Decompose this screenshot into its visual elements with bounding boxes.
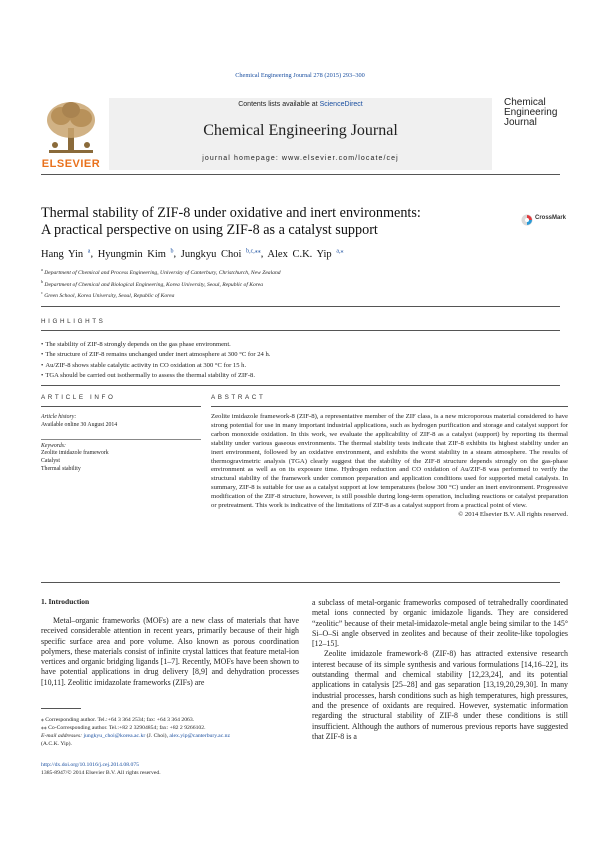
footnotes	[41, 716, 311, 748]
doi-block	[41, 762, 161, 777]
journal-name: Chemical Engineering Journal	[203, 122, 398, 139]
keyword: Catalyst	[41, 458, 60, 465]
author-1[interactable]: Hang Yin $^a$	[41, 248, 91, 260]
title-line-2: A practical perspective on using ZIF-8 as a catalyst support	[41, 222, 378, 238]
abstract-copyright: © 2014 Elsevier B.V. All rights reserved.	[458, 510, 568, 518]
abstract-text: Zeolite imidazole framework-8 (ZIF-8), a representative member of the ZIF class, is a new microporous material considered to have strong potential for use in many important industrial applications, such as hydrogen purification and storage and catalyst support for carbon monoxide oxidation. In this work, we evaluate the applicability of ZIF-8 as a catalyst (support) by reporting its thermal stability under various gaseous environments. The thermal stability tests indicate that ZIF-8 exhibits its highest stability under an inert environment, followed by an oxidative environment, and exhibits the worst stability in a steam atmosphere. The results of thermogravimetric analysis (TGA) clearly suggest that the stability of the ZIF-8 structure depends strongly on the gas-phase environment as well as on its exposure time. Hydrogen reduction and CO oxidation of Au/ZIF-8 was performed to verify the structural stability of the framework under common preparation and application conditions used for supported metal catalysts. In summary, ZIF-8 is suitable for use as a catalyst support at low temperatures (below 300 °C) under an inert environment. Progressive modification of the ZIF-8 structure, however, is still possible during long-term operation, including reactions or catalyst preparation or pretreatment. This work is indicative of the limitations of ZIF-8 as a catalyst support from a practical point of view.	[211, 413, 568, 510]
crossmark-button[interactable]	[521, 213, 567, 227]
affiliation-rule	[41, 306, 560, 307]
affiliation-a: $^a$ Department of Chemical and Process Engineering, University of Canterbury, Christchurch, New Zealand	[41, 267, 281, 276]
crossmark-icon	[521, 214, 533, 226]
highlights-list	[41, 340, 541, 382]
journal-homepage[interactable]: journal homepage: www.elsevier.com/locate/cej	[202, 155, 399, 162]
elsevier-tree-icon	[41, 98, 101, 156]
journal-cover[interactable]	[504, 98, 560, 170]
abstract-rule	[211, 406, 568, 407]
history-label: Article history:	[41, 414, 77, 420]
intro-paragraph: a subclass of metal-organic frameworks composed of tetrahedrally coordinated metal ions connected by organic imidazole ligands. They are considered “zeolitic” because of their metal-imidazole-metal angle being similar to the 145° Si–O–Si angle observed in zeolites and because of their zeolite-like topologies [12–15].	[312, 598, 568, 649]
crossmark-label: CrossMark	[535, 215, 567, 221]
abstract-body	[211, 413, 568, 520]
email-label: E-mail addresses:	[41, 733, 84, 740]
keyword: Zeolite imidazole framework	[41, 450, 109, 457]
intro-paragraph: Metal–organic frameworks (MOFs) are a new class of materials that have received considerable attention in recent years, primarily because of their high specific surface area and pore volume. Also known as porous coordination polymers, these materials consist of infinite crystal lattices that feature metal-ion vertices and organic bridging ligands [1–7]. Recently, MOFs have been shown to have potential applications in drug delivery [8,9] and dehydration processes [10,11]. Zeolitic imidazolate frameworks (ZIFs) are	[41, 616, 299, 687]
email-link-choi[interactable]: jungkyu_choi@korea.ac.kr	[83, 733, 146, 740]
left-column	[41, 616, 299, 688]
highlight-item: • The structure of ZIF-8 remains unchanged under inert atmosphere at 300 °C for 24 h.	[41, 350, 541, 360]
highlight-item: • Au/ZIF-8 shows stable catalytic activity in CO oxidation at 300 °C for 15 h.	[41, 361, 541, 371]
affiliations	[41, 266, 281, 301]
publisher-logo-text: ELSEVIER	[41, 158, 101, 170]
highlight-item: • The stability of ZIF-8 strongly depends on the gas phase environment.	[41, 340, 541, 350]
author-list: Hang Yin $^a$, Hyungmin Kim $^b$, Jungkyu Choi $^{b,c,⁎⁎}$, Alex C.K. Yip $^{a,⁎}$	[41, 248, 344, 260]
footnote-emails	[41, 732, 311, 748]
highlight-item: • TGA should be carried out isothermally to assess the thermal stability of ZIF-8.	[41, 371, 541, 381]
email-link-yip[interactable]: alex.yip@canterbury.ac.nz	[169, 733, 231, 740]
masthead	[109, 98, 492, 170]
keyword: Thermal stability	[41, 465, 81, 472]
sciencedirect-link[interactable]: ScienceDirect	[319, 101, 363, 108]
author-4[interactable]: Alex C.K. Yip $^{a,⁎}$	[267, 248, 344, 260]
info-top-rule	[41, 385, 560, 386]
abstract-bottom-rule	[41, 582, 560, 583]
introduction-heading: 1. Introduction	[41, 597, 90, 606]
history-value: Available online 30 August 2014	[41, 421, 118, 428]
journal-header	[41, 98, 560, 170]
issn-line: 1385-8947/© 2014 Elsevier B.V. All rights reserved.	[41, 769, 161, 776]
affiliation-b: $^b$ Department of Chemical and Biological Engineering, Korea University, Seoul, Republic of Korea	[41, 278, 264, 288]
article-info-heading: ARTICLE INFO	[41, 394, 116, 401]
affiliation-c: $^c$ Green School, Korea University, Seoul, Republic of Korea	[41, 290, 175, 299]
cover-title-3: Journal	[504, 117, 537, 128]
keywords-label: Keywords:	[41, 442, 66, 449]
email-owner-yip: (A.C.K. Yip).	[41, 741, 72, 748]
footnote-rule	[41, 708, 81, 709]
header-rule	[41, 174, 560, 175]
info-divider	[41, 439, 201, 440]
abstract-heading: ABSTRACT	[211, 394, 266, 401]
author-2[interactable]: Hyungmin Kim $^b$	[97, 248, 174, 260]
footnote-corresponding-2: ⁎⁎ Co-Corresponding author. Tel.:+82 2 32904854; fax: +82 2 9266102.	[41, 725, 206, 732]
contents-line	[109, 101, 492, 108]
elsevier-logo[interactable]	[41, 98, 101, 170]
title-line-1: Thermal stability of ZIF-8 under oxidative and inert environments:	[41, 205, 421, 221]
article-title	[41, 205, 511, 239]
doi-link[interactable]: http://dx.doi.org/10.1016/j.cej.2014.08.075	[41, 762, 140, 768]
highlights-heading: HIGHLIGHTS	[41, 318, 106, 325]
info-rule	[41, 406, 201, 407]
contents-prefix: Contents lists available at	[238, 101, 320, 108]
cover-title-2: Engineering	[504, 107, 558, 118]
citation-line[interactable]: Chemical Engineering Journal 278 (2015) 293–300	[235, 72, 365, 79]
footnote-corresponding-1: ⁎ Corresponding author. Tel.:+64 3 364 2534; fax: +64 3 364 2063.	[41, 717, 195, 723]
cover-title-1: Chemical	[504, 97, 546, 108]
highlights-rule	[41, 330, 560, 331]
author-3[interactable]: Jungkyu Choi $^{b,c,⁎⁎}$	[180, 248, 261, 260]
intro-paragraph: Zeolite imidazole framework-8 (ZIF-8) has attracted extensive research interest because of its simple synthesis and various formulations [14,16–22], its outstanding thermal and chemical stability [12,23,24], and its potential applications in catalysis [25–28] and gas separation [13,19,20,29,30]. In many industrial processes, harsh conditions such as high temperatures, high pressures, and the presence of oxidants are required. However, systematic information regarding the structural stability of ZIF-8 under these conditions is still insufficient. Although the authors of numerous previous reports have suggested that ZIF-8 is a	[312, 649, 568, 741]
email-owner-choi: (J. Choi),	[145, 733, 170, 740]
article-info	[41, 414, 201, 474]
right-column	[312, 598, 568, 742]
